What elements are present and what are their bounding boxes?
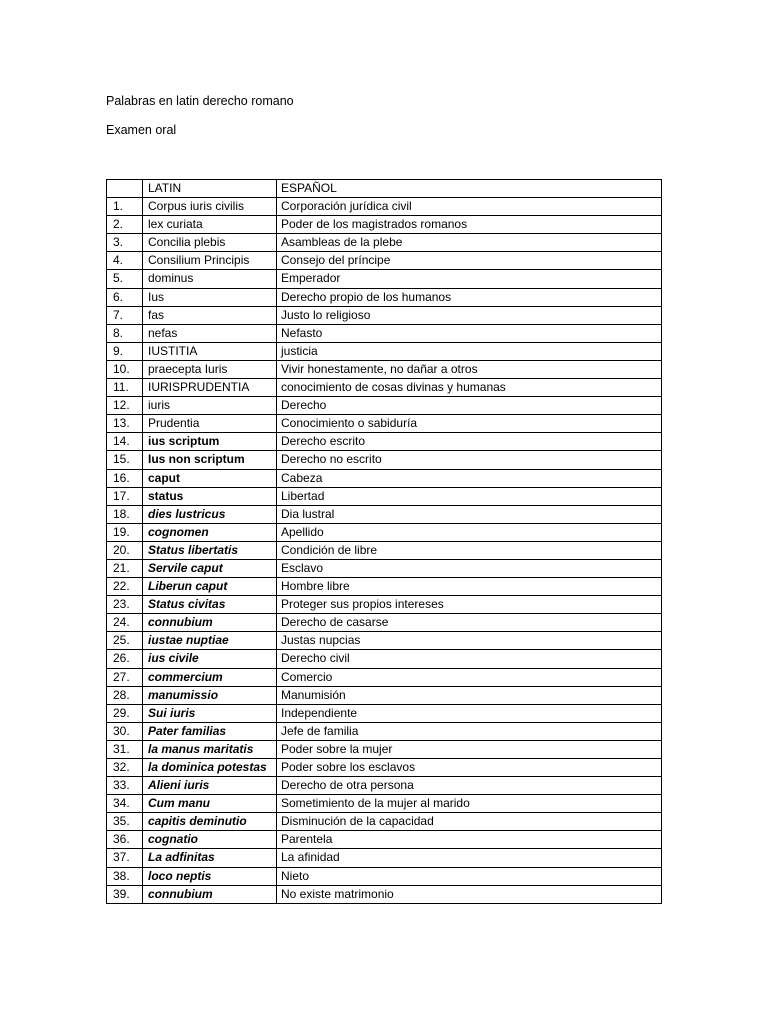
- table-row: [107, 668, 662, 686]
- latin-term: Sui iuris: [143, 704, 277, 722]
- table-row: [107, 849, 662, 867]
- spanish-translation: Derecho: [277, 397, 662, 415]
- row-number: 11.: [107, 379, 143, 397]
- row-number: 7.: [107, 306, 143, 324]
- table-row: [107, 198, 662, 216]
- latin-term: iustae nuptiae: [143, 632, 277, 650]
- latin-term: cognatio: [143, 831, 277, 849]
- table-row: [107, 397, 662, 415]
- latin-term: Liberun caput: [143, 578, 277, 596]
- row-number: 29.: [107, 704, 143, 722]
- spanish-translation: Poder sobre los esclavos: [277, 759, 662, 777]
- row-number: 35.: [107, 813, 143, 831]
- row-number: 38.: [107, 867, 143, 885]
- latin-term: caput: [143, 469, 277, 487]
- row-number: 31.: [107, 740, 143, 758]
- spanish-translation: Derecho de otra persona: [277, 777, 662, 795]
- table-row: [107, 306, 662, 324]
- table-row: [107, 777, 662, 795]
- latin-term: connubium: [143, 885, 277, 903]
- row-number: 28.: [107, 686, 143, 704]
- table-row: [107, 216, 662, 234]
- table-row: [107, 360, 662, 378]
- table-row: [107, 379, 662, 397]
- table-row: [107, 596, 662, 614]
- header-spanish: ESPAÑOL: [277, 180, 662, 198]
- table-row: [107, 559, 662, 577]
- table-row: [107, 252, 662, 270]
- latin-term: IURISPRUDENTIA: [143, 379, 277, 397]
- table-row: [107, 505, 662, 523]
- latin-term: ius civile: [143, 650, 277, 668]
- header-number: [107, 180, 143, 198]
- latin-term: Ius non scriptum: [143, 451, 277, 469]
- row-number: 21.: [107, 559, 143, 577]
- latin-term: lex curiata: [143, 216, 277, 234]
- row-number: 17.: [107, 487, 143, 505]
- latin-term: Alieni iuris: [143, 777, 277, 795]
- row-number: 32.: [107, 759, 143, 777]
- latin-term: status: [143, 487, 277, 505]
- row-number: 4.: [107, 252, 143, 270]
- spanish-translation: Conocimiento o sabiduría: [277, 415, 662, 433]
- document-subtitle: Examen oral: [106, 123, 177, 137]
- latin-term: Ius: [143, 288, 277, 306]
- row-number: 6.: [107, 288, 143, 306]
- row-number: 37.: [107, 849, 143, 867]
- spanish-translation: Poder sobre la mujer: [277, 740, 662, 758]
- latin-term: Servile caput: [143, 559, 277, 577]
- row-number: 22.: [107, 578, 143, 596]
- table-row: [107, 451, 662, 469]
- latin-spanish-table: [106, 179, 662, 904]
- latin-term: capitis deminutio: [143, 813, 277, 831]
- spanish-translation: Derecho escrito: [277, 433, 662, 451]
- row-number: 33.: [107, 777, 143, 795]
- spanish-translation: Derecho de casarse: [277, 614, 662, 632]
- spanish-translation: Parentela: [277, 831, 662, 849]
- latin-term: Corpus iuris civilis: [143, 198, 277, 216]
- spanish-translation: Derecho civil: [277, 650, 662, 668]
- row-number: 1.: [107, 198, 143, 216]
- latin-term: ius scriptum: [143, 433, 277, 451]
- spanish-translation: conocimiento de cosas divinas y humanas: [277, 379, 662, 397]
- latin-term: dies lustricus: [143, 505, 277, 523]
- spanish-translation: Proteger sus propios intereses: [277, 596, 662, 614]
- document-title: Palabras en latin derecho romano: [106, 94, 294, 108]
- latin-term: Cum manu: [143, 795, 277, 813]
- latin-term: Concilia plebis: [143, 234, 277, 252]
- row-number: 39.: [107, 885, 143, 903]
- spanish-translation: Esclavo: [277, 559, 662, 577]
- row-number: 8.: [107, 324, 143, 342]
- table-row: [107, 831, 662, 849]
- latin-term: Prudentia: [143, 415, 277, 433]
- table-body: [107, 180, 662, 904]
- table-row: [107, 759, 662, 777]
- table-row: [107, 469, 662, 487]
- row-number: 18.: [107, 505, 143, 523]
- table-row: [107, 632, 662, 650]
- latin-term: fas: [143, 306, 277, 324]
- table-row: [107, 270, 662, 288]
- latin-term: nefas: [143, 324, 277, 342]
- table-row: [107, 740, 662, 758]
- spanish-translation: justicia: [277, 342, 662, 360]
- table-row: [107, 650, 662, 668]
- spanish-translation: Comercio: [277, 668, 662, 686]
- spanish-translation: Emperador: [277, 270, 662, 288]
- latin-term: Consilium Principis: [143, 252, 277, 270]
- table-row: [107, 704, 662, 722]
- latin-term: dominus: [143, 270, 277, 288]
- spanish-translation: Vivir honestamente, no dañar a otros: [277, 360, 662, 378]
- table-row: [107, 487, 662, 505]
- latin-term: praecepta Iuris: [143, 360, 277, 378]
- spanish-translation: Hombre libre: [277, 578, 662, 596]
- table-row: [107, 541, 662, 559]
- table-row: [107, 433, 662, 451]
- table-row: [107, 324, 662, 342]
- table-row: [107, 614, 662, 632]
- spanish-translation: Derecho propio de los humanos: [277, 288, 662, 306]
- spanish-translation: Cabeza: [277, 469, 662, 487]
- table-row: [107, 578, 662, 596]
- latin-term: iuris: [143, 397, 277, 415]
- table-row: [107, 523, 662, 541]
- table-header-row: [107, 180, 662, 198]
- spanish-translation: La afinidad: [277, 849, 662, 867]
- row-number: 23.: [107, 596, 143, 614]
- spanish-translation: Independiente: [277, 704, 662, 722]
- spanish-translation: Justas nupcias: [277, 632, 662, 650]
- latin-term: la dominica potestas: [143, 759, 277, 777]
- table-row: [107, 867, 662, 885]
- spanish-translation: Derecho no escrito: [277, 451, 662, 469]
- row-number: 34.: [107, 795, 143, 813]
- row-number: 19.: [107, 523, 143, 541]
- table-row: [107, 234, 662, 252]
- latin-term: connubium: [143, 614, 277, 632]
- row-number: 2.: [107, 216, 143, 234]
- row-number: 36.: [107, 831, 143, 849]
- table-row: [107, 415, 662, 433]
- table-row: [107, 885, 662, 903]
- spanish-translation: Justo lo religioso: [277, 306, 662, 324]
- row-number: 13.: [107, 415, 143, 433]
- latin-term: Pater familias: [143, 722, 277, 740]
- table-row: [107, 795, 662, 813]
- latin-term: loco neptis: [143, 867, 277, 885]
- table-row: [107, 686, 662, 704]
- latin-term: commercium: [143, 668, 277, 686]
- row-number: 10.: [107, 360, 143, 378]
- row-number: 3.: [107, 234, 143, 252]
- spanish-translation: Corporación jurídica civil: [277, 198, 662, 216]
- row-number: 20.: [107, 541, 143, 559]
- latin-term: IUSTITIA: [143, 342, 277, 360]
- spanish-translation: Manumisión: [277, 686, 662, 704]
- row-number: 15.: [107, 451, 143, 469]
- table-row: [107, 813, 662, 831]
- table-row: [107, 288, 662, 306]
- latin-term: La adfinitas: [143, 849, 277, 867]
- row-number: 5.: [107, 270, 143, 288]
- table-row: [107, 342, 662, 360]
- latin-term: Status libertatis: [143, 541, 277, 559]
- row-number: 26.: [107, 650, 143, 668]
- spanish-translation: Dia lustral: [277, 505, 662, 523]
- spanish-translation: Asambleas de la plebe: [277, 234, 662, 252]
- row-number: 25.: [107, 632, 143, 650]
- header-latin: LATIN: [143, 180, 277, 198]
- row-number: 12.: [107, 397, 143, 415]
- spanish-translation: Nieto: [277, 867, 662, 885]
- spanish-translation: Nefasto: [277, 324, 662, 342]
- row-number: 27.: [107, 668, 143, 686]
- spanish-translation: Consejo del príncipe: [277, 252, 662, 270]
- spanish-translation: Condición de libre: [277, 541, 662, 559]
- spanish-translation: No existe matrimonio: [277, 885, 662, 903]
- row-number: 16.: [107, 469, 143, 487]
- spanish-translation: Disminución de la capacidad: [277, 813, 662, 831]
- spanish-translation: Sometimiento de la mujer al marido: [277, 795, 662, 813]
- table-row: [107, 722, 662, 740]
- latin-term: manumissio: [143, 686, 277, 704]
- spanish-translation: Apellido: [277, 523, 662, 541]
- latin-term: cognomen: [143, 523, 277, 541]
- spanish-translation: Libertad: [277, 487, 662, 505]
- spanish-translation: Jefe de familia: [277, 722, 662, 740]
- row-number: 14.: [107, 433, 143, 451]
- row-number: 30.: [107, 722, 143, 740]
- row-number: 9.: [107, 342, 143, 360]
- latin-term: la manus maritatis: [143, 740, 277, 758]
- spanish-translation: Poder de los magistrados romanos: [277, 216, 662, 234]
- row-number: 24.: [107, 614, 143, 632]
- latin-term: Status civitas: [143, 596, 277, 614]
